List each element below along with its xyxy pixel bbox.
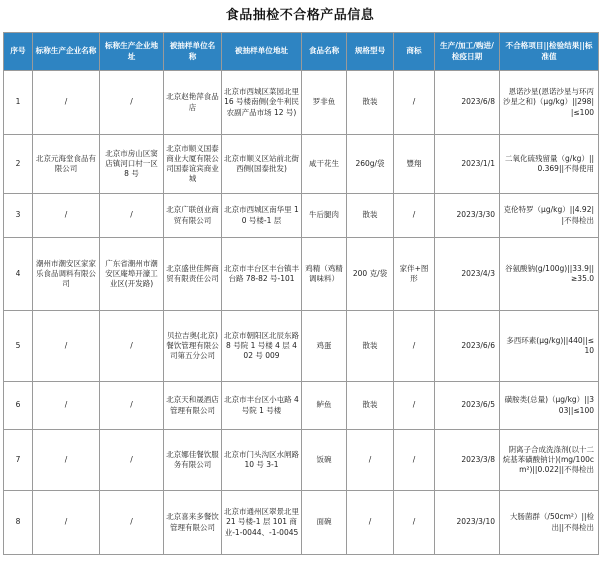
- cell-spec: /: [347, 491, 394, 555]
- cell-producer-address: /: [100, 382, 164, 430]
- header-producer: 标称生产企业名称: [33, 33, 100, 71]
- table-row: [4, 311, 599, 382]
- cell-failed-item: 阴离子合成洗涤剂(以十二烷基苯磺酸钠计)(mg/100cm²)||0.022||不得检出: [500, 430, 599, 491]
- cell-producer: 北京元海堂食品有限公司: [33, 135, 100, 194]
- cell-sampled-unit: 北京市顺义国泰商业大厦有限公司国泰谊宾商业城: [164, 135, 222, 194]
- cell-producer-address: /: [100, 194, 164, 238]
- cell-food-name: 牛后腿肉: [302, 194, 347, 238]
- header-food-name: 食品名称: [302, 33, 347, 71]
- cell-no: 6: [4, 382, 33, 430]
- cell-producer-address: /: [100, 430, 164, 491]
- cell-spec: 散装: [347, 382, 394, 430]
- cell-sampled-address: 北京市门头沟区水闸路 10 号 3-1: [222, 430, 302, 491]
- cell-date: 2023/6/6: [435, 311, 500, 382]
- cell-no: 2: [4, 135, 33, 194]
- cell-sampled-address: 北京市朝阳区北辰东路 8 号院 1 号楼 4 层 402 号 009: [222, 311, 302, 382]
- cell-sampled-address: 北京市通州区翠景北里 21 号楼-1 层 101 商业-1-0044、-1-0045: [222, 491, 302, 555]
- cell-producer: 潮州市潮安区家家乐食品调料有限公司: [33, 238, 100, 311]
- cell-date: 2023/6/5: [435, 382, 500, 430]
- cell-sampled-address: 北京市丰台区小屯路 4 号院 1 号楼: [222, 382, 302, 430]
- cell-failed-item: 克伦特罗（μg/kg）||4.92||不得检出: [500, 194, 599, 238]
- header-date: 生产/加工/购进/检疫日期: [435, 33, 500, 71]
- cell-date: 2023/3/8: [435, 430, 500, 491]
- page-title: 食品抽检不合格产品信息: [225, 8, 375, 23]
- header-no: 序号: [4, 33, 33, 71]
- cell-food-name: 饭碗: [302, 430, 347, 491]
- cell-no: 8: [4, 491, 33, 555]
- header-spec: 规格型号: [347, 33, 394, 71]
- cell-producer: /: [33, 430, 100, 491]
- cell-failed-item: 谷氨酸钠(g/100g)||33.9||≥35.0: [500, 238, 599, 311]
- cell-food-name: 鲈鱼: [302, 382, 347, 430]
- table-row: [4, 238, 599, 311]
- cell-spec: 散装: [347, 71, 394, 135]
- cell-producer-address: /: [100, 491, 164, 555]
- cell-brand: /: [394, 430, 435, 491]
- cell-spec: 260g/袋: [347, 135, 394, 194]
- cell-failed-item: 恩诺沙星(恩诺沙星与环丙沙星之和)（μg/kg）||298||≤100: [500, 71, 599, 135]
- cell-brand: /: [394, 491, 435, 555]
- table-row: [4, 382, 599, 430]
- cell-date: 2023/6/8: [435, 71, 500, 135]
- cell-sampled-unit: 北京盛世佳辉商贸有限责任公司: [164, 238, 222, 311]
- cell-brand: /: [394, 71, 435, 135]
- table-row: [4, 491, 599, 555]
- cell-sampled-address: 北京市顺义区站前北街西侧(国泰批发): [222, 135, 302, 194]
- cell-producer-address: /: [100, 311, 164, 382]
- cell-food-name: 鸡蛋: [302, 311, 347, 382]
- cell-sampled-address: 北京市西城区南华里 10 号楼-1 层: [222, 194, 302, 238]
- cell-sampled-unit: 北京娜佳餐饮服务有限公司: [164, 430, 222, 491]
- cell-spec: 散装: [347, 311, 394, 382]
- cell-producer: /: [33, 491, 100, 555]
- cell-producer: /: [33, 382, 100, 430]
- cell-brand: /: [394, 194, 435, 238]
- cell-food-name: 罗非鱼: [302, 71, 347, 135]
- cell-sampled-address: 北京市丰台区丰台镇丰台路 78-82 号-101: [222, 238, 302, 311]
- cell-spec: 200 克/袋: [347, 238, 394, 311]
- cell-producer-address: 北京市房山区窦店镇河口村一区 8 号: [100, 135, 164, 194]
- cell-no: 7: [4, 430, 33, 491]
- cell-date: 2023/3/30: [435, 194, 500, 238]
- header-producer-address: 标称生产企业地址: [100, 33, 164, 71]
- cell-sampled-unit: 北京赵艳萍食品店: [164, 71, 222, 135]
- cell-date: 2023/3/10: [435, 491, 500, 555]
- cell-spec: 散装: [347, 194, 394, 238]
- header-failed-item: 不合格项目||检验结果||标准值: [500, 33, 599, 71]
- cell-producer: /: [33, 71, 100, 135]
- cell-no: 1: [4, 71, 33, 135]
- table-row: [4, 430, 599, 491]
- cell-sampled-unit: 北京广联创业商贸有限公司: [164, 194, 222, 238]
- header-brand: 商标: [394, 33, 435, 71]
- cell-brand: 家伴+图形: [394, 238, 435, 311]
- header-sampled-address: 被抽样单位地址: [222, 33, 302, 71]
- cell-no: 5: [4, 311, 33, 382]
- header-sampled-unit: 被抽样单位名称: [164, 33, 222, 71]
- cell-producer-address: /: [100, 71, 164, 135]
- cell-brand: /: [394, 311, 435, 382]
- cell-producer-address: 广东省潮州市潮安区庵埠开濠工业区(开发路): [100, 238, 164, 311]
- inspection-table: [3, 32, 599, 555]
- cell-sampled-unit: 北京喜来多餐饮管理有限公司: [164, 491, 222, 555]
- cell-failed-item: 二氧化硫残留量（g/kg）||0.369||不得使用: [500, 135, 599, 194]
- table-row: [4, 71, 599, 135]
- cell-food-name: 面碗: [302, 491, 347, 555]
- cell-failed-item: 磺胺类(总量)（μg/kg）||303||≤100: [500, 382, 599, 430]
- cell-producer: /: [33, 311, 100, 382]
- cell-sampled-address: 北京市西城区菜园北里 16 号楼南侧(金牛利民农副产品市场 12 号): [222, 71, 302, 135]
- cell-no: 3: [4, 194, 33, 238]
- cell-food-name: 咸干花生: [302, 135, 347, 194]
- table-row: [4, 135, 599, 194]
- table-row: [4, 194, 599, 238]
- cell-failed-item: 大肠菌群（/50cm²）||检出||不得检出: [500, 491, 599, 555]
- cell-sampled-unit: 北京天和晟酒店管理有限公司: [164, 382, 222, 430]
- table-header-row: [4, 33, 599, 71]
- cell-food-name: 鸡精（鸡精调味料）: [302, 238, 347, 311]
- cell-producer: /: [33, 194, 100, 238]
- cell-no: 4: [4, 238, 33, 311]
- cell-date: 2023/1/1: [435, 135, 500, 194]
- cell-sampled-unit: 贝拉吉奥(北京)餐饮管理有限公司第五分公司: [164, 311, 222, 382]
- cell-spec: /: [347, 430, 394, 491]
- cell-brand: /: [394, 382, 435, 430]
- cell-failed-item: 多西环素(μg/kg)||440||≤10: [500, 311, 599, 382]
- cell-brand: 豐翔: [394, 135, 435, 194]
- cell-date: 2023/4/3: [435, 238, 500, 311]
